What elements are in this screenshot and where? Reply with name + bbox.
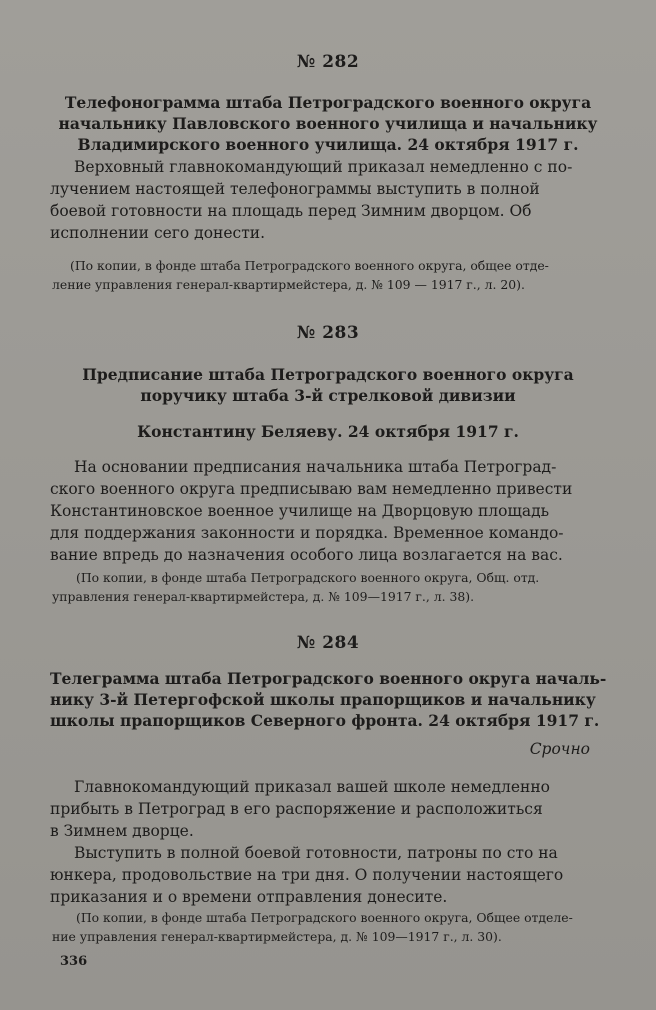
source-note-283 [52, 568, 604, 606]
body-line: ского военного округа предписываю вам немедленно привести [50, 480, 573, 498]
heading-line: Владимирского военного училища. 24 октября 1917 г. [77, 135, 579, 154]
document-body-284 [50, 776, 606, 908]
heading-line: нику 3-й Петергофской школы прапорщиков и начальнику [50, 690, 596, 709]
body-line: прибыть в Петроград в его распоряжение и расположиться [50, 800, 543, 818]
document-heading-282 [44, 92, 612, 155]
source-line: ление управления генерал-квартирмейстера, д. № 109 — 1917 г., л. 20). [52, 277, 525, 292]
body-line: Главнокомандующий приказал вашей школе немедленно [74, 778, 550, 796]
document-body-283 [50, 456, 606, 566]
source-note-284 [52, 908, 604, 946]
document-heading-284 [50, 668, 612, 731]
page-number: 336 [60, 954, 88, 969]
source-line: управления генерал-квартирмейстера, д. № 109—1917 г., л. 38). [52, 589, 475, 604]
body-line: Константиновское военное училище на Дворцовую площадь [50, 502, 550, 520]
body-line: боевой готовности на площадь перед Зимним дворцом. Об [50, 202, 532, 220]
document-heading-283 [44, 364, 612, 406]
heading-line: школы прапорщиков Северного фронта. 24 октября 1917 г. [50, 711, 600, 730]
document-body-282 [50, 156, 606, 244]
document-number-284: № 284 [296, 633, 360, 653]
source-note-282 [52, 256, 604, 294]
body-line: Выступить в полной боевой готовности, патроны по сто на [74, 844, 558, 862]
body-line: лучением настоящей телефонограммы выступить в полной [50, 180, 540, 198]
body-line: приказания и о времени отправления донесите. [50, 888, 448, 906]
heading-line: начальнику Павловского военного училища и начальнику [58, 114, 598, 133]
body-line: исполнении сего донести. [50, 224, 266, 242]
source-line: (По копии, в фонде штаба Петроградского военного округа, Общее отделе- [76, 910, 573, 925]
heading-line: Телеграмма штаба Петроградского военного округа началь- [50, 669, 607, 688]
heading-line: поручику штаба 3-й стрелковой дивизии [140, 386, 516, 405]
heading-line: Предписание штаба Петроградского военного округа [82, 365, 574, 384]
heading-line: Телефонограмма штаба Петроградского военного округа [64, 93, 592, 112]
body-line: юнкера, продовольствие на три дня. О получении настоящего [50, 866, 564, 884]
body-line: вание впредь до назначения особого лица возлагается на вас. [50, 546, 563, 564]
source-line: (По копии, в фонде штаба Петроградского военного округа, общее отде- [70, 258, 549, 273]
body-line: Верховный главнокомандующий приказал немедленно с по- [74, 158, 573, 176]
source-line: ние управления генерал-квартирмейстера, д. № 109—1917 г., л. 30). [52, 929, 502, 944]
document-number-282: № 282 [296, 52, 360, 72]
body-line: На основании предписания начальника штаба Петроград- [74, 458, 557, 476]
document-addressee-283: Константину Беляеву. 24 октября 1917 г. [137, 422, 519, 441]
body-line: в Зимнем дворце. [50, 822, 194, 840]
body-line: для поддержания законности и порядка. Временное командо- [50, 524, 564, 542]
urgency-mark: Срочно [529, 740, 590, 758]
document-number-283: № 283 [296, 323, 360, 343]
source-line: (По копии, в фонде штаба Петроградского военного округа, Общ. отд. [76, 570, 540, 585]
